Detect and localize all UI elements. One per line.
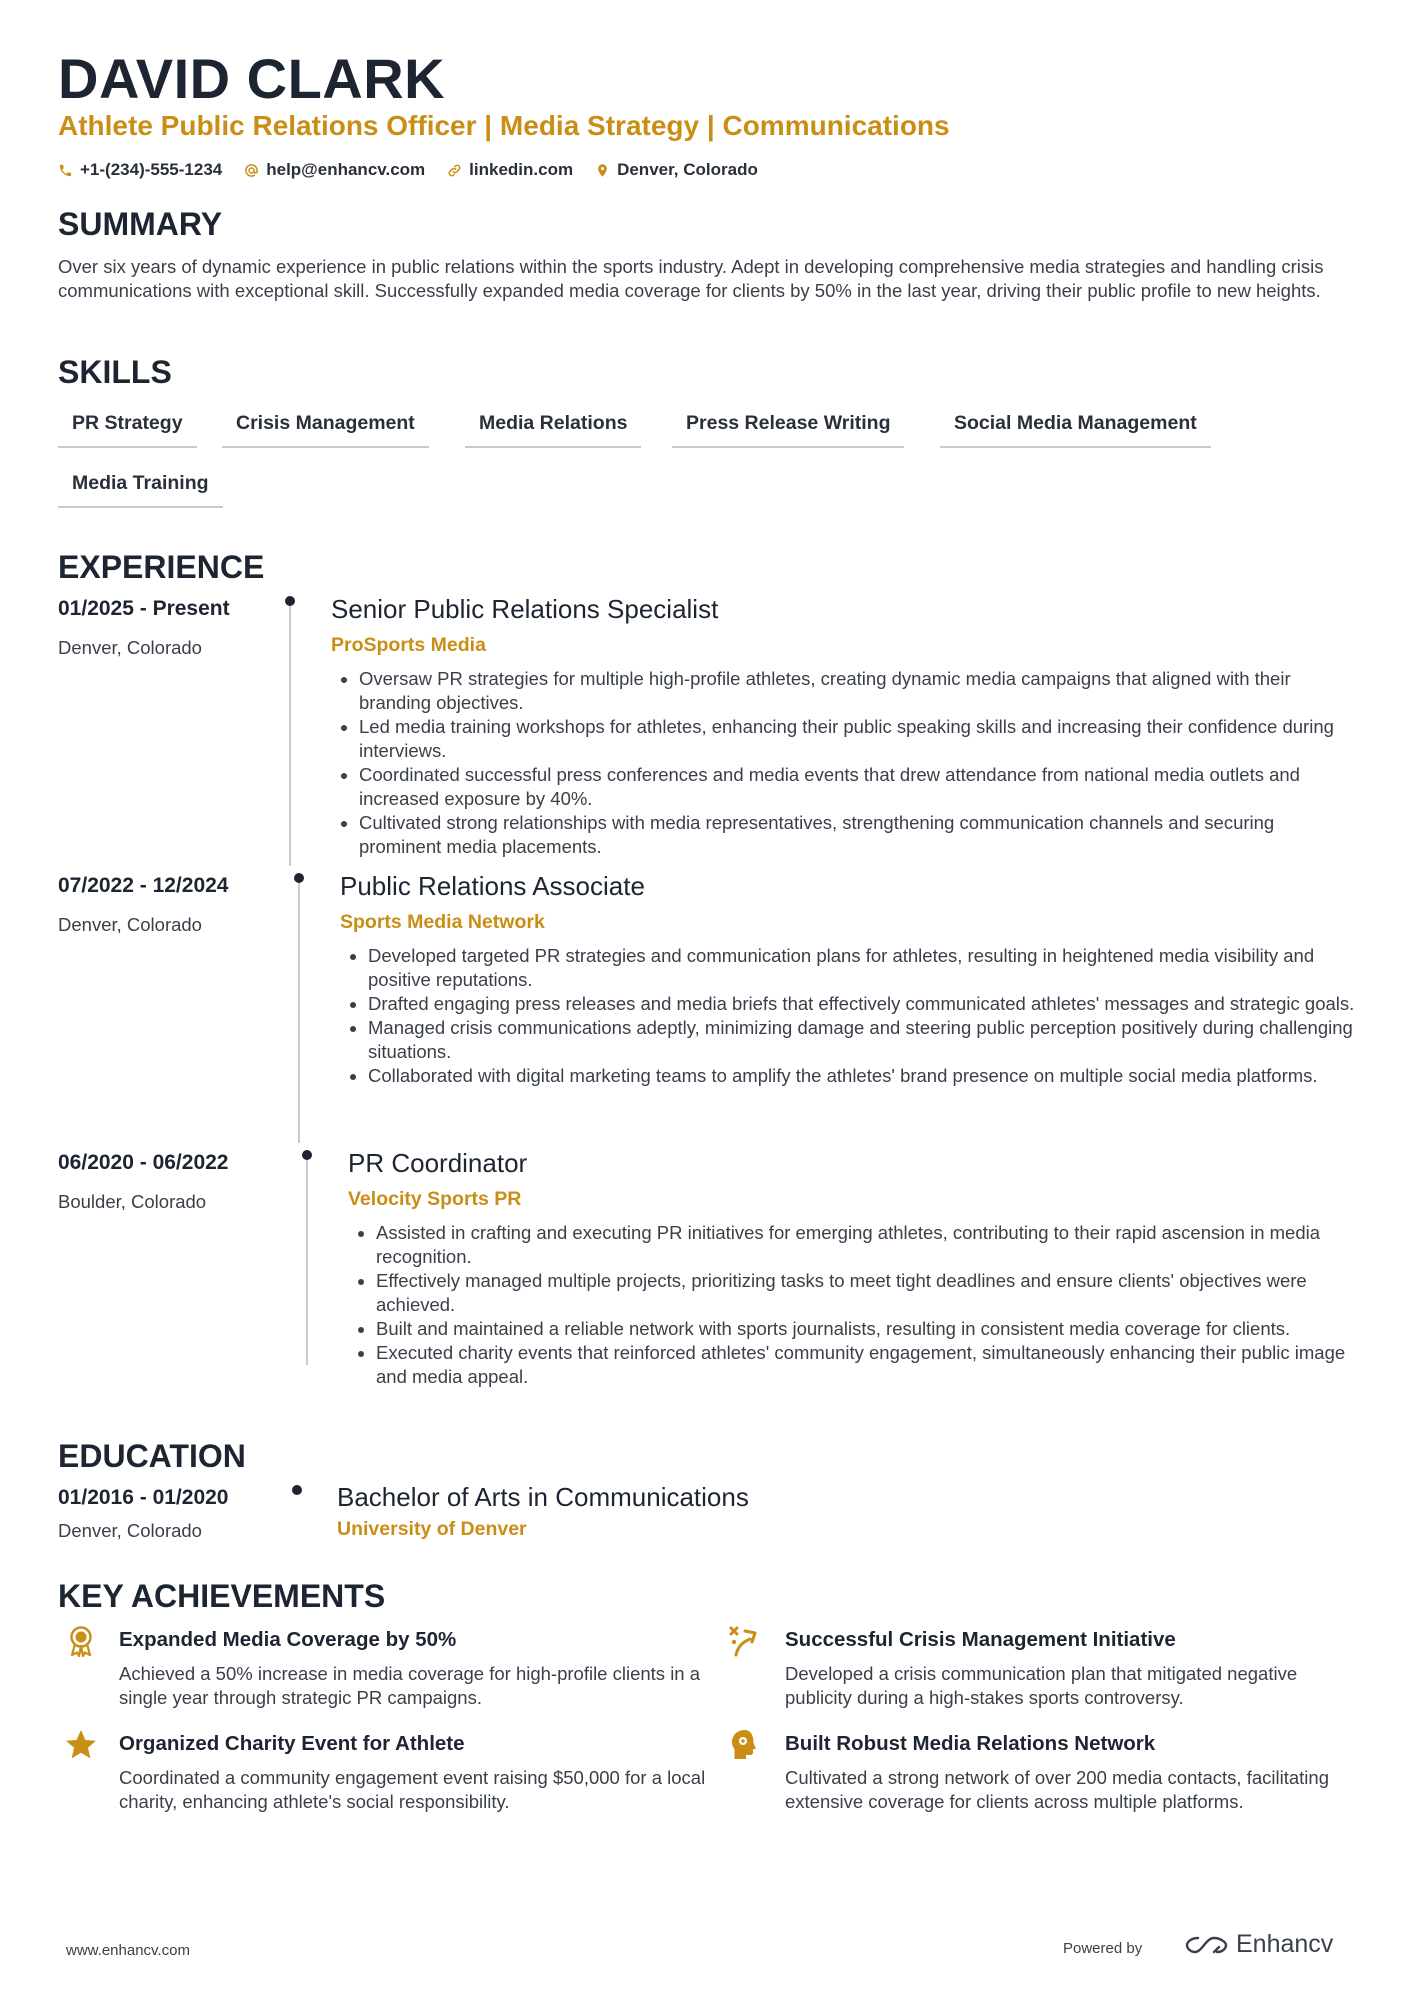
achievement-desc: Achieved a 50% increase in media coverage for high-profile clients in a single year through strategic PR campaigns.	[119, 1663, 701, 1708]
job-bullets	[340, 944, 1355, 1088]
job-dates: 06/2020 - 06/2022	[58, 1151, 229, 1174]
education-heading: EDUCATION	[58, 1438, 246, 1474]
star-icon	[64, 1728, 98, 1762]
phone-icon	[58, 163, 73, 178]
experience-heading: EXPERIENCE	[58, 549, 265, 585]
skill-tag: Social Media Management	[940, 412, 1211, 448]
skill-tag: Press Release Writing	[672, 412, 904, 448]
job-dates: 01/2025 - Present	[58, 597, 230, 620]
job-bullet: Coordinated successful press conferences and media events that drew attendance from national media outlets and increased exposure by 40%.	[331, 763, 1351, 811]
job-title: Public Relations Associate	[340, 871, 645, 901]
timeline-dot	[302, 1150, 312, 1160]
education-school: University of Denver	[337, 1518, 527, 1540]
contact-location	[595, 160, 758, 180]
timeline-dot	[292, 1485, 302, 1495]
candidate-name: DAVID CLARK	[58, 47, 446, 110]
education-degree: Bachelor of Arts in Communications	[337, 1482, 749, 1512]
timeline-line	[298, 883, 300, 1143]
job-company: Sports Media Network	[340, 911, 545, 933]
contact-location-text: Denver, Colorado	[617, 160, 758, 179]
contact-phone-text: +1-(234)-555-1234	[80, 160, 223, 179]
job-bullet: Collaborated with digital marketing teams to amplify the athletes' brand presence on multiple social media platforms.	[340, 1064, 1355, 1088]
enhancv-logo-icon	[1184, 1933, 1230, 1957]
contact-linkedin[interactable]	[447, 160, 573, 180]
job-location: Denver, Colorado	[58, 637, 202, 658]
job-title: PR Coordinator	[348, 1148, 528, 1178]
job-bullet: Drafted engaging press releases and media briefs that effectively communicated athletes' messages and strategic goals.	[340, 992, 1355, 1016]
skills-heading: SKILLS	[58, 354, 172, 390]
powered-by-label: Powered by	[1063, 1940, 1143, 1957]
contact-phone[interactable]	[58, 160, 222, 180]
job-title: Senior Public Relations Specialist	[331, 594, 719, 624]
contact-email[interactable]	[244, 160, 425, 180]
skill-tag: Crisis Management	[222, 412, 429, 448]
contact-email-text: help@enhancv.com	[266, 160, 426, 179]
job-company: ProSports Media	[331, 634, 486, 656]
job-location: Denver, Colorado	[58, 914, 202, 935]
job-bullets	[331, 667, 1351, 859]
job-bullet: Built and maintained a reliable network with sports journalists, resulting in consistent media coverage for clients.	[348, 1317, 1358, 1341]
summary-text: Over six years of dynamic experience in public relations within the sports industry. Adept in developing comprehensive media strategies and handling crisis communications with exceptional skill. Successfully expanded media coverage for clients by 50% in the last year, driving their public profile to new heights.	[58, 256, 1324, 301]
achievement-title: Expanded Media Coverage by 50%	[119, 1628, 457, 1651]
job-bullet: Effectively managed multiple projects, prioritizing tasks to meet tight deadlines and ensure clients' objectives were achieved.	[348, 1269, 1358, 1317]
summary-heading: SUMMARY	[58, 206, 223, 242]
brand-logo[interactable]	[1184, 1930, 1333, 1959]
brand-name: Enhancv	[1236, 1930, 1334, 1958]
location-pin-icon	[595, 163, 610, 178]
job-bullets	[348, 1221, 1358, 1389]
skill-tag: Media Training	[58, 472, 223, 508]
timeline-line	[289, 606, 291, 866]
achievement-title: Successful Crisis Management Initiative	[785, 1628, 1176, 1651]
job-bullet: Developed targeted PR strategies and communication plans for athletes, resulting in heightened media visibility and positive reputations.	[340, 944, 1355, 992]
skill-tag: PR Strategy	[58, 412, 197, 448]
job-location: Boulder, Colorado	[58, 1191, 207, 1212]
award-medal-icon	[64, 1624, 98, 1658]
job-dates: 07/2022 - 12/2024	[58, 874, 229, 897]
education-location: Denver, Colorado	[58, 1520, 202, 1541]
achievement-desc: Coordinated a community engagement event raising $50,000 for a local charity, enhancing athlete's social responsibility.	[119, 1767, 706, 1812]
job-bullet: Executed charity events that reinforced athletes' community engagement, simultaneously enhancing their public image and media appeal.	[348, 1341, 1358, 1389]
job-bullet: Oversaw PR strategies for multiple high-profile athletes, creating dynamic media campaigns that aligned with their branding objectives.	[331, 667, 1351, 715]
job-bullet: Led media training workshops for athletes, enhancing their public speaking skills and increasing their confidence during interviews.	[331, 715, 1351, 763]
achievement-title: Built Robust Media Relations Network	[785, 1732, 1156, 1755]
timeline-dot	[285, 596, 295, 606]
education-dates: 01/2016 - 01/2020	[58, 1486, 229, 1509]
achievement-title: Organized Charity Event for Athlete	[119, 1732, 465, 1755]
achievement-desc: Cultivated a strong network of over 200 media contacts, facilitating extensive coverage for clients across multiple platforms.	[785, 1767, 1329, 1812]
job-bullet: Cultivated strong relationships with media representatives, strengthening communication channels and securing prominent media placements.	[331, 811, 1351, 859]
achievements-heading: KEY ACHIEVEMENTS	[58, 1578, 386, 1614]
contact-bar	[58, 160, 758, 180]
candidate-title: Athlete Public Relations Officer | Media Strategy | Communications	[58, 110, 950, 141]
strategy-arrow-icon	[728, 1624, 762, 1658]
at-icon	[244, 163, 259, 178]
skill-tag: Media Relations	[465, 412, 641, 448]
contact-linkedin-text: linkedin.com	[469, 160, 574, 179]
timeline-dot	[294, 873, 304, 883]
job-company: Velocity Sports PR	[348, 1188, 522, 1210]
link-icon	[447, 163, 462, 178]
job-bullet: Assisted in crafting and executing PR initiatives for emerging athletes, contributing to their rapid ascension in media recognition.	[348, 1221, 1358, 1269]
job-bullet: Managed crisis communications adeptly, minimizing damage and steering public perception positively during challenging situations.	[340, 1016, 1355, 1064]
timeline-line	[306, 1160, 308, 1365]
footer-website[interactable]: www.enhancv.com	[66, 1942, 190, 1959]
head-idea-icon	[728, 1728, 762, 1762]
achievement-desc: Developed a crisis communication plan that mitigated negative publicity during a high-stakes sports controversy.	[785, 1663, 1298, 1708]
